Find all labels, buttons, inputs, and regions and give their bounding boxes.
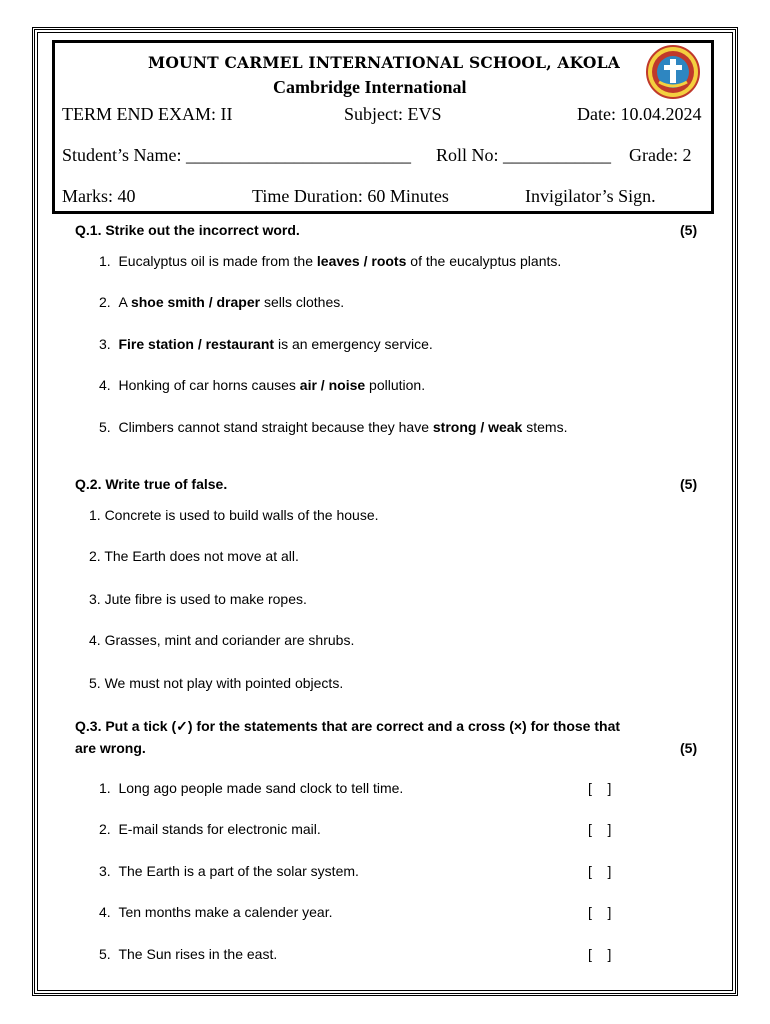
answer-box[interactable]: [ ] <box>588 946 612 962</box>
q1-item: 1. Eucalyptus oil is made from the leaves / roots of the eucalyptus plants. <box>99 253 562 269</box>
q3-title: Q.3. Put a tick (✓) for the statements that are correct and a cross (×) for those that <box>75 718 621 734</box>
q3-item: 2. E-mail stands for electronic mail. <box>99 821 321 837</box>
q1-item: 2. A shoe smith / draper sells clothes. <box>99 294 345 310</box>
q1-marks: (5) <box>680 222 698 238</box>
answer-box[interactable]: [ ] <box>588 863 612 879</box>
answer-box[interactable]: [ ] <box>588 821 612 837</box>
school-crest-logo <box>645 44 701 100</box>
q2-item: 3. Jute fibre is used to make ropes. <box>89 591 307 607</box>
q2-marks: (5) <box>680 476 698 492</box>
q3-item: 4. Ten months make a calender year. <box>99 904 333 920</box>
q1-item: 5. Climbers cannot stand straight because they have strong / weak stems. <box>99 419 568 435</box>
q3-marks: (5) <box>680 740 698 756</box>
school-name: MOUNT CARMEL INTERNATIONAL SCHOOL, AKOLA <box>148 53 620 72</box>
q2-item: 1. Concrete is used to build walls of the house. <box>89 507 379 523</box>
q2-title: Q.2. Write true of false. <box>75 476 228 492</box>
board-name: Cambridge International <box>273 77 467 97</box>
student-name-field: Student’s Name: _________________________ <box>62 145 411 165</box>
q2-item: 4. Grasses, mint and coriander are shrubs. <box>89 632 355 648</box>
roll-no-field: Roll No: ____________ <box>436 145 612 165</box>
q3-item: 5. The Sun rises in the east. <box>99 946 278 962</box>
grade: Grade: 2 <box>629 145 692 165</box>
subject: Subject: EVS <box>344 104 442 124</box>
q1-title: Q.1. Strike out the incorrect word. <box>75 222 300 238</box>
q3-title-continued: are wrong. <box>75 740 146 756</box>
q3-item: 1. Long ago people made sand clock to tell time. <box>99 780 404 796</box>
q1-item: 4. Honking of car horns causes air / noise pollution. <box>99 377 426 393</box>
total-marks: Marks: 40 <box>62 186 136 206</box>
q2-item: 2. The Earth does not move at all. <box>89 548 299 564</box>
q3-item: 3. The Earth is a part of the solar system. <box>99 863 359 879</box>
q1-item: 3. Fire station / restaurant is an emergency service. <box>99 336 433 352</box>
invigilator-sign: Invigilator’s Sign. <box>525 186 656 206</box>
time-duration: Time Duration: 60 Minutes <box>252 186 449 206</box>
exam-name: TERM END EXAM: II <box>62 104 233 124</box>
q2-item: 5. We must not play with pointed objects. <box>89 675 344 691</box>
answer-box[interactable]: [ ] <box>588 904 612 920</box>
answer-box[interactable]: [ ] <box>588 780 612 796</box>
exam-date: Date: 10.04.2024 <box>577 104 702 124</box>
